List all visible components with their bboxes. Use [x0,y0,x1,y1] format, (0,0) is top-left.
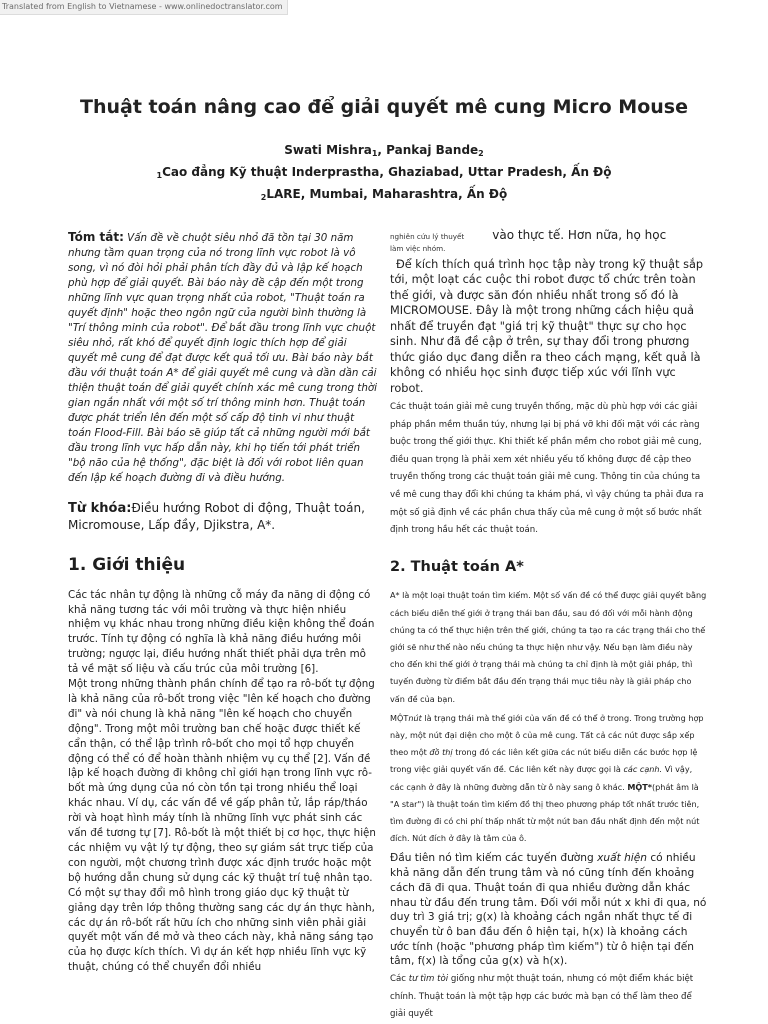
intro-paragraph-1: Các tác nhân tự động là những cỗ máy đa năng di động có khả năng tương tác với môi trường và thực hiện nhiều nhiệm vụ khác nhau trong những điều kiện không thể đoán trước. Tính tự động có nghĩa là khả năng điều hướng môi trường; ngược lại, điều hướng nhất thiết phải dựa trên mô tả về mặt số liệu và cấu trúc của môi trường [6]. [68,588,375,676]
keywords-label: Từ khóa: [68,501,132,516]
astar-p3-a: Đầu tiên nó tìm kiếm các tuyến đường [390,852,594,865]
astar-p2-edges: các cạnh. [623,764,663,775]
astar-paragraph-1: A* là một loại thuật toán tìm kiếm. Một số vấn đề có thể được giải quyết bằng cách biểu diễn thế giới ở trạng thái ban đầu, sau đó đối với mỗi hành động chúng ta có thể thực hiện trên thế giới, chúng ta tạo ra các trạng thái cho thế giới sẽ như thế nào nếu chúng ta thực hiện như vậy. Nếu bạn làm điều này cho đến khi thế giới ở trạng thái mà chúng ta chỉ định là một giải pháp, thì tuyến đường từ điểm bắt đầu đến trạng thái mục tiêu này là giải pháp cho vấn đề của bạn. [390,590,707,704]
paper-title: Thuật toán nâng cao để giải quyết mê cung Micro Mouse [80,96,688,118]
affiliation-2-text: LARE, Mumbai, Maharashtra, Ấn Độ [266,187,508,201]
abstract-text: Vấn đề về chuột siêu nhỏ đã tồn tại 30 năm nhưng tầm quan trọng của nó trong lĩnh vực robot là vô song, vì nó đòi hỏi phải phân tích đầy đủ và lập kế hoạch phù hợp để giải quyết. Bài báo này đề cập đến một trong những lĩnh vực quan trọng nhất của robot, "Thuật toán ra quyết định" hoặc theo ngôn ngữ của người bình thường là "Trí thông minh của robot". Để bắt đầu trong lĩnh vực chuột siêu nhỏ, rất khó để quyết định logic thích hợp để giải quyết mê cung để đạt được kết quả tối ưu. Bài báo này bắt đầu với thuật toán A* để giải quyết mê cung và dần dần cải thiện thuật toán để giải quyết chính xác mê cung trong thời gian ngắn nhất với một số trí thông minh hơn. Thuật toán được phát triển lên đến một số cấp độ tinh vi như thuật toán Flood-Fill. Bài báo sẽ giúp tất cả những người mới bắt đầu trong lĩnh vực hấp dẫn này, khi họ tiến tới phát triển "bộ não của hệ thống", đặc biệt là đối với robot liên quan đến lập kế hoạch đường đi và điều hướng. [68,232,378,484]
fragment-teamwork: làm việc nhóm. [390,243,446,253]
affiliation-2-num: 2 [260,193,267,202]
astar-paragraph-2 [390,710,708,848]
keywords-text: Điều hướng Robot di động, Thuật toán, Micromouse, Lấp đầy, Djikstra, A*. [68,501,365,532]
traditional-algorithms-paragraph: Các thuật toán giải mê cung truyền thống, mặc dù phù hợp với các giải pháp phần mềm thuần túy, nhưng lại bị phá vỡ khi đối mặt với các ràng buộc trong thế giới thực. Khi thiết kế phần mềm cho robot giải mê cung, điều quan trọng là phải xem xét nhiều yếu tố không được đề cập theo truyền thống trong các thuật toán giải mê cung. Thông tin của chúng ta về mê cung thay đổi khi chúng ta khám phá, vì vậy chúng ta phải đưa ra một số giả định về các phần chưa thấy của mê cung ở một số bước nhất định trong hầu hết các thuật toán. [390,402,704,536]
intro-paragraph-2: Một trong những thành phần chính để tạo ra rô-bốt tự động là khả năng của rô-bốt trong việc "lên kế hoạch cho đường đi" và nói chung là khả năng "lên kế hoạch cho chuyển động". Trong một môi trường ban chế hoặc được thiết kế cẩn thận, có thể lập trình rô-bốt cho mọi tổ hợp chuyển động có thể có để hoàn thành nhiệm vụ cụ thể [2]. Vấn đề lập kế hoạch đường đi không chỉ giới hạn trong lĩnh vực rô-bốt mà ứng dụng của nó còn tồn tại trong nhiều thể loại khác nhau. Ví dụ, các vấn đề về gấp phân tử, lắp ráp/tháo rời và hoạt hình máy tính là những lĩnh vực phát sinh các vấn đề tương tự [7]. Rô-bốt là một thiết bị cơ học, thực hiện các nhiệm vụ vật lý tự động, theo sự giám sát trực tiếp của con người, một chương trình được xác định trước hoặc một bộ hướng dẫn chung sử dụng các kỹ thuật trí tuệ nhân tạo. Có một sự thay đổi mô hình trong giáo dục kỹ thuật từ giảng dạy trên lớp thông thường sang các dự án thực hành, các dự án rô-bốt rất hữu ích cho những sinh viên phải giải quyết một vấn đề mở và theo cách này, khả năng sáng tạo của họ được kích thích. Vì dự án kết hợp nhiều lĩnh vực kỹ thuật, chúng có thể chuyển đổi nhiều [68,678,376,974]
astar-p3-b: có nhiều khả năng dẫn đến trung tâm và nó cũng tính đến khoảng cách đã đi qua. Thuật toán đi qua nhiều đường dẫn khác nhau từ đầu đến trung tâm. Đối với mỗi nút x khi đi qua, nó duy trì 3 giá trị; g(x) là khoảng cách ngắn nhất thực tế đi chuyển từ ô ban đầu đến ô hiện tại, h(x) là khoảng cách ước tính (hoặc "phương pháp tìm kiếm") từ ô hiện tại đến tâm, f(x) là tổng của g(x) và h(x). [390,852,707,968]
astar-paragraph-3 [390,851,708,969]
astar-p2-e: (phát âm là "A star") là thuật toán tìm kiếm đồ thị theo phương pháp tốt nhất trước tiên, tìm đường đi có chi phí thấp nhất từ một nút ban đầu nhất định đến một nút đích. Nút đích ở đây là tâm của ô. [390,781,700,844]
affiliation-1-text: Cao đẳng Kỹ thuật Inderprastha, Ghaziabad, Uttar Pradesh, Ấn Độ [162,165,612,179]
astar-p3-appear: xuất hiện [597,852,647,865]
fragment-large-text: vào thực tế. Hơn nữa, họ học [492,228,667,242]
author-separator: , [377,143,387,157]
author-2: Pankaj Bande [386,143,479,157]
astar-p2-b: là trạng thái mà thế giới của vấn đề có thể ở trong. Trong trường hợp này, một nút đại diện cho một ô của mê cung. Tất cả các nút được sắp xếp theo một [390,712,704,758]
astar-p4-heuristic: tư tìm tòi [408,974,449,985]
astar-p2-c: trong đó các liên kết giữa các nút biểu diễn các bước hợp lệ trong việc giải quyết vấn đề. Các liên kết này được gọi là [390,747,698,775]
author-names [0,140,768,162]
author-block [0,140,768,206]
author-1: Swati Mishra [284,143,372,157]
right-column [390,228,708,1024]
astar-p2-graph: đồ thị [429,747,453,758]
section-2-heading: 2. Thuật toán A* [390,558,524,575]
author-1-sup: 1 [371,149,378,158]
astar-p4-a: Các [390,974,406,985]
astar-p2-a: MỘT [390,712,409,723]
competition-paragraph: Để kích thích quá trình học tập này trong kỹ thuật sắp tới, một loạt các cuộc thi robot được tổ chức trên toàn thế giới, và được săn đón nhiều nhất trong số đó là MICROMOUSE. Đây là một trong những cách hiệu quả nhất để truyền đạt "giá trị kỹ thuật" thực sự cho học sinh. Như đã đề cập ở trên, sự thay đổi trong phương thức giáo dục đang diễn ra theo cách mạng, kết quả là không có nhiều học sinh được tiếp xúc với lĩnh vực robot. [390,257,704,395]
left-column [68,230,379,975]
astar-paragraph-4 [390,971,708,1024]
affiliation-2 [0,184,768,206]
section-1-heading: 1. Giới thiệu [68,555,186,575]
continued-fragment [390,228,708,244]
author-2-sup: 2 [478,149,484,158]
fragment-small-text: nghiên cứu lý thuyết [390,232,465,241]
astar-p2-bold: MỘT* [627,781,653,792]
abstract [68,230,379,486]
translation-banner[interactable]: Translated from English to Vietnamese - www.onlinedoctranslator.com [0,0,288,15]
astar-p4-b: giống như một thuật toán, nhưng có một điểm khác biệt chính. Thuật toán là một tập hợp các bước mà bạn có thể làm theo để giải quyết [390,974,694,1020]
affiliation-1-num: 1 [156,171,163,180]
keywords [68,500,379,534]
abstract-label: Tóm tắt: [68,230,124,244]
affiliation-1 [0,162,768,184]
astar-p2-d: Vì vậy, các cạnh ở đây là những đường dẫn từ ô này sang ô khác. [390,764,693,792]
astar-p2-node: nút [408,712,422,723]
